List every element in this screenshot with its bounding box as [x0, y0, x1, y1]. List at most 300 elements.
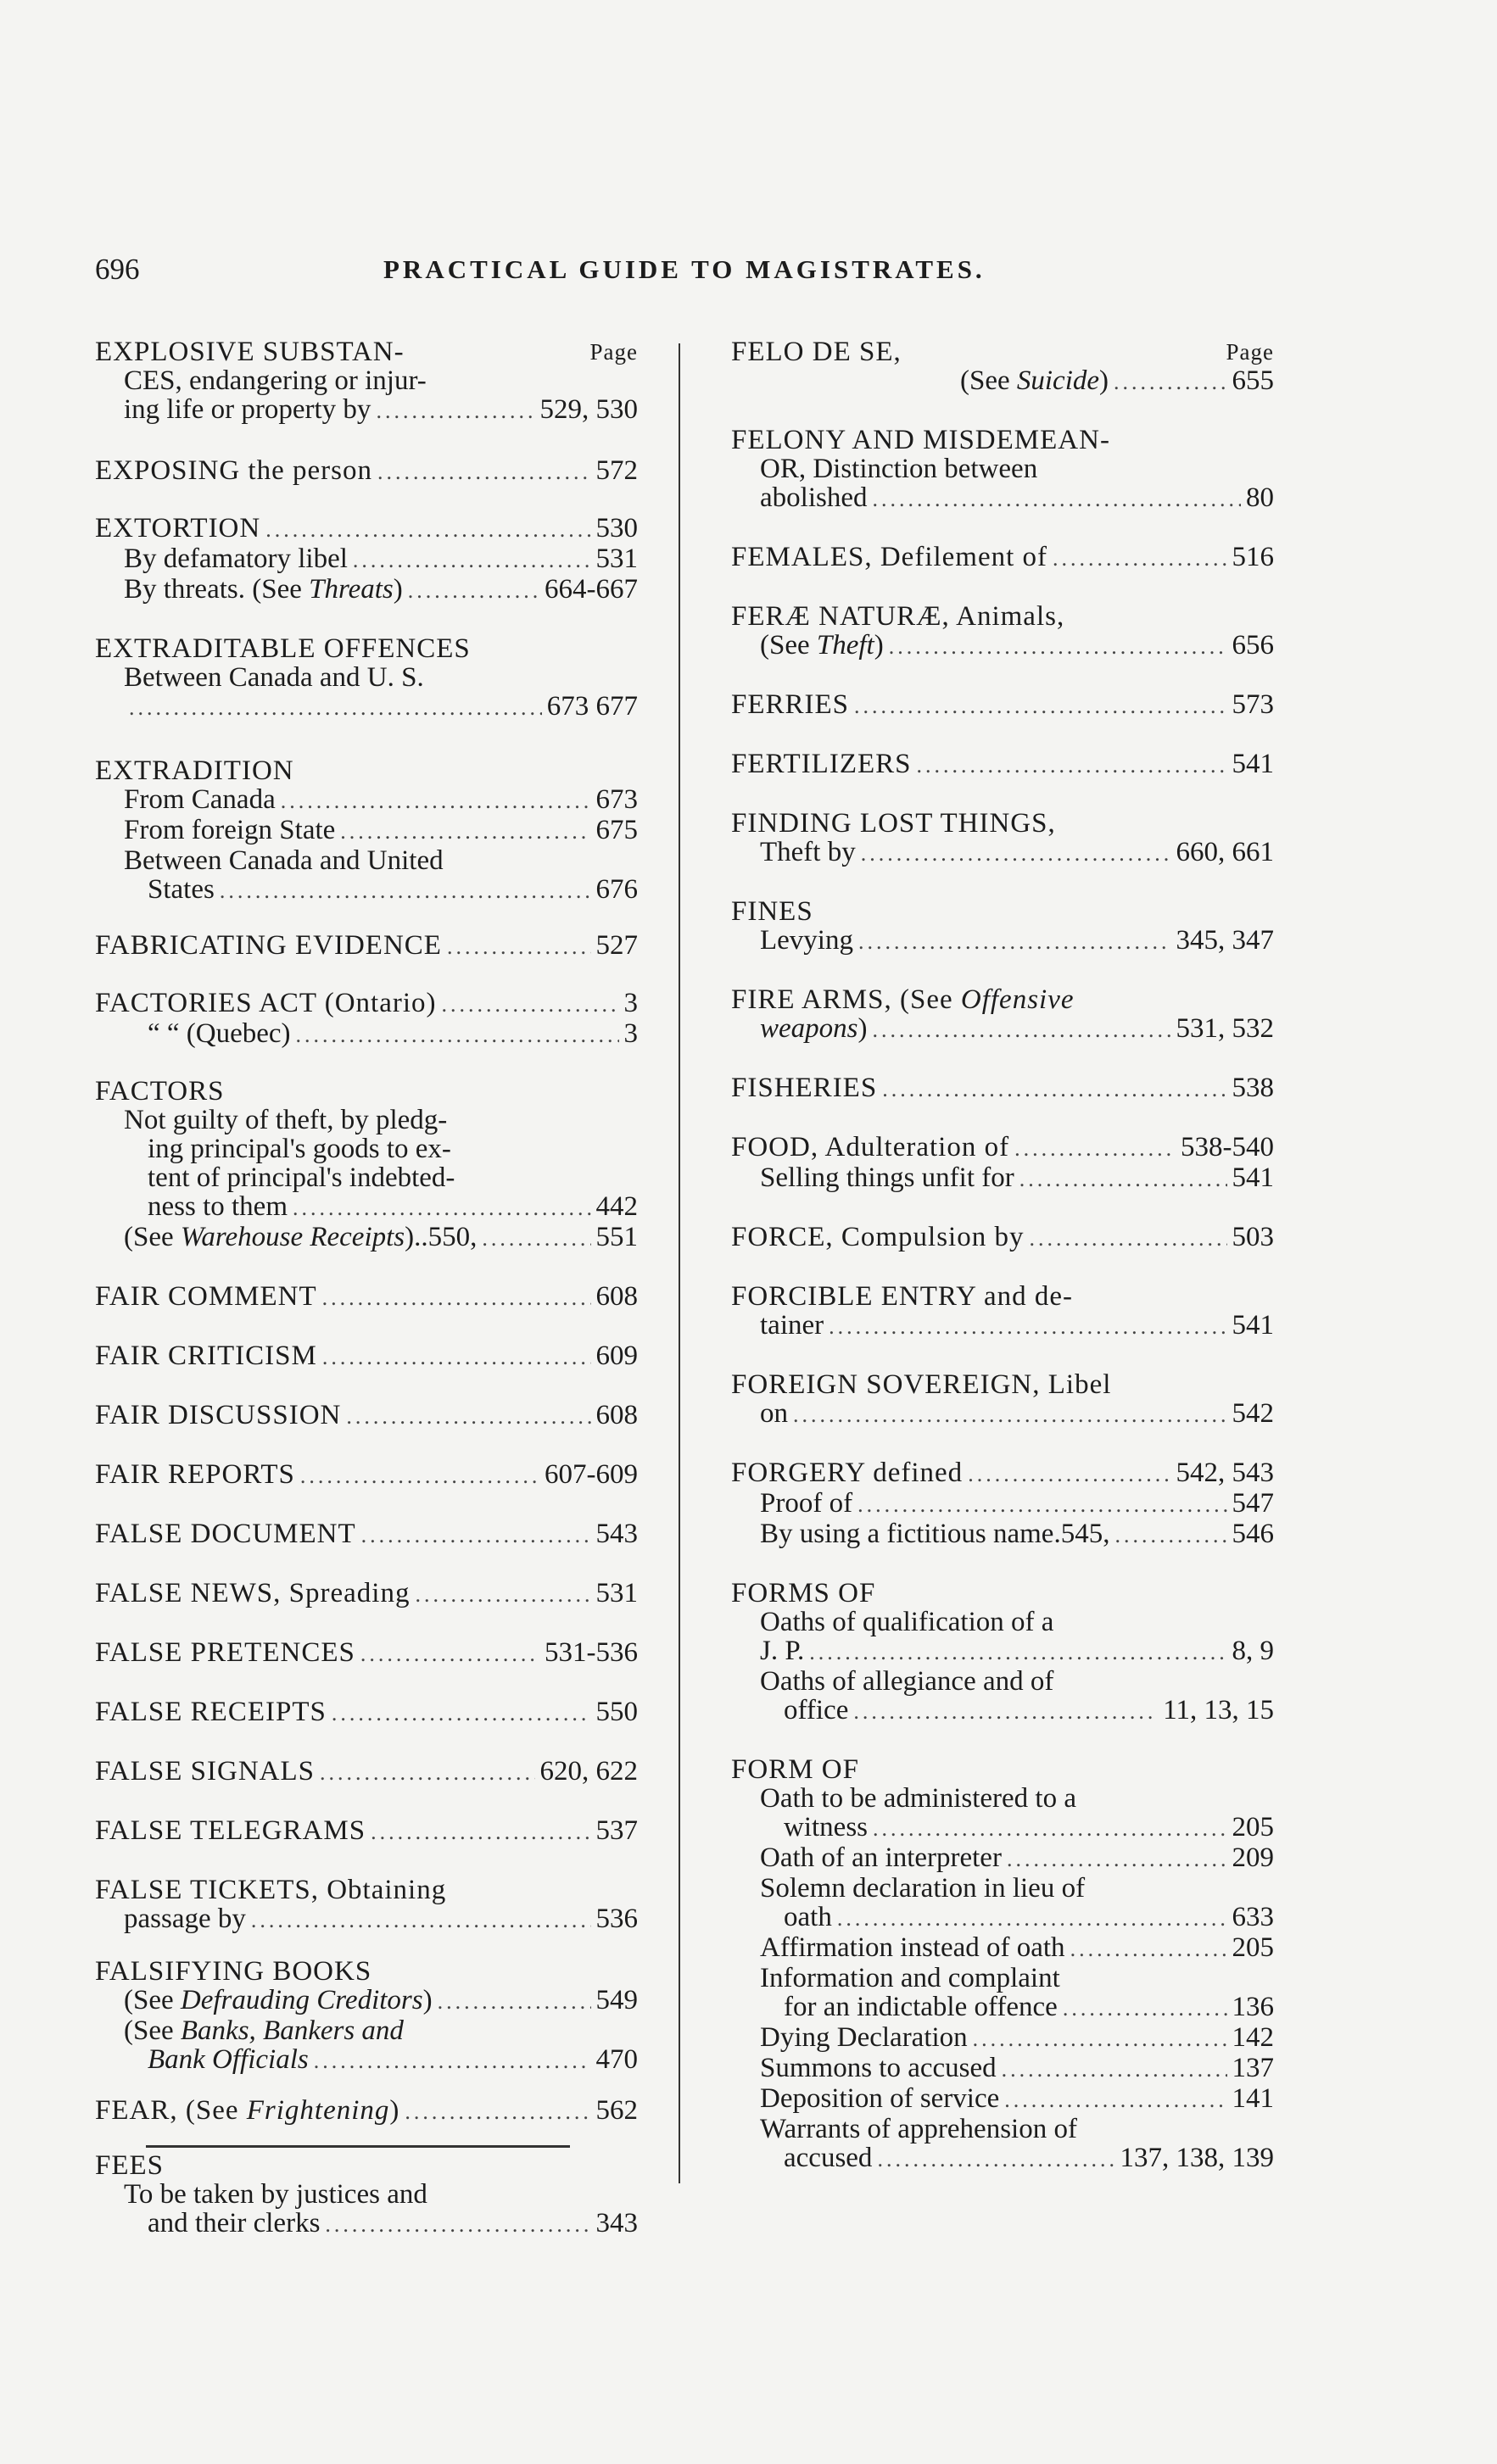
page-reference: 531 — [595, 1579, 638, 1608]
page-reference: 442 — [595, 1192, 638, 1222]
index-entry — [731, 1458, 1274, 1550]
index-line — [95, 1341, 638, 1372]
index-line — [95, 1192, 638, 1223]
page-reference: 620, 622 — [539, 1757, 638, 1787]
index-line — [731, 1755, 1274, 1784]
index-line — [731, 690, 1274, 721]
entry-term: Theft by — [760, 838, 856, 867]
entry-term: FALSE NEWS, Spreading — [95, 1579, 411, 1608]
entry-text — [124, 846, 444, 875]
entry-text — [148, 2045, 309, 2074]
leader-dots — [447, 933, 591, 962]
leader-dots — [1007, 1845, 1227, 1874]
entry-text — [95, 989, 437, 1017]
leader-dots — [296, 1021, 619, 1050]
entry-text — [95, 456, 372, 485]
page-reference: 141 — [1232, 2084, 1274, 2114]
index-entry — [731, 543, 1274, 573]
index-line — [731, 1311, 1274, 1341]
index-line — [95, 1460, 638, 1491]
index-entry — [731, 750, 1274, 780]
leader-dots — [837, 1904, 1227, 1933]
entry-text — [124, 2180, 427, 2209]
entry-term: witness — [784, 1813, 868, 1842]
entry-text — [760, 2054, 997, 2082]
index-line — [95, 692, 638, 722]
entry-cross-ref: Warehouse Receipts — [180, 1223, 405, 1252]
leader-dots — [861, 839, 1171, 868]
entry-text — [731, 602, 1064, 631]
index-line — [731, 1458, 1274, 1489]
leader-dots — [829, 1313, 1226, 1341]
index-entry — [95, 1519, 638, 1550]
index-line — [731, 1489, 1274, 1519]
entry-text — [731, 543, 1047, 571]
entry-text — [760, 1489, 852, 1518]
index-line — [95, 1638, 638, 1669]
entry-text — [95, 2096, 399, 2125]
page-reference: 531, 532 — [1176, 1014, 1274, 1044]
entry-text — [95, 1341, 317, 1370]
entry-text — [731, 1458, 963, 1487]
index-line — [731, 1163, 1274, 1194]
index-entry — [95, 2096, 638, 2127]
entry-term: accused — [784, 2143, 873, 2173]
entry-term: FORMS OF — [731, 1579, 876, 1608]
leader-dots — [1053, 544, 1226, 573]
entry-cross-ref: Defrauding Creditors — [180, 1986, 423, 2015]
entry-term: Not guilty of theft, by pledg- — [124, 1106, 448, 1134]
entry-term: tainer — [760, 1311, 824, 1341]
index-line — [95, 1579, 638, 1609]
leader-dots — [314, 2047, 591, 2076]
entry-term-tail: ) — [389, 2096, 400, 2126]
index-line — [731, 426, 1274, 454]
page-reference: 503 — [1232, 1223, 1274, 1252]
entry-text — [95, 1816, 366, 1845]
page-reference: 80 — [1246, 483, 1274, 513]
entry-term: Affirmation instead of oath — [760, 1933, 1065, 1963]
entry-term: Levying — [760, 926, 853, 956]
entry-term: By using a fictitious name.545, — [760, 1519, 1110, 1549]
entry-cross-ref: Theft — [816, 631, 874, 661]
entry-term: FALSE TICKETS, Obtaining — [95, 1876, 447, 1904]
entry-term: FELONY AND MISDEMEAN- — [731, 426, 1110, 454]
index-line — [731, 483, 1274, 514]
entry-text — [124, 1106, 447, 1134]
index-line — [95, 816, 638, 846]
index-line — [731, 337, 1274, 366]
index-column-right — [731, 337, 1274, 2174]
leader-dots — [873, 1815, 1227, 1843]
entry-cross-ref: Threats — [309, 575, 394, 605]
page-reference: 675 — [595, 816, 638, 845]
entry-text — [731, 1133, 1009, 1162]
entry-term: FACTORS — [95, 1077, 225, 1106]
running-title: PRACTICAL GUIDE TO MAGISTRATES. — [383, 254, 986, 284]
index-line — [95, 395, 638, 426]
page-reference: 530 — [595, 514, 638, 544]
page-reference: 531 — [595, 544, 638, 574]
leader-dots — [293, 1194, 591, 1223]
entry-text — [760, 1874, 1085, 1903]
index-line — [731, 1933, 1274, 1964]
entry-term: From Canada — [124, 785, 276, 815]
entry-text — [760, 1636, 804, 1665]
page-reference: 531-536 — [545, 1638, 638, 1668]
index-entry — [95, 1757, 638, 1787]
entry-text — [760, 1608, 1053, 1636]
entry-text — [95, 1077, 225, 1106]
page-column-label: Page — [1226, 339, 1274, 365]
index-line — [95, 634, 638, 663]
index-entry — [95, 514, 638, 605]
index-entry — [95, 1282, 638, 1313]
index-line — [731, 1903, 1274, 1933]
index-line — [95, 2096, 638, 2127]
entry-text — [124, 785, 276, 814]
entry-term: Summons to accused — [760, 2054, 997, 2083]
leader-dots — [872, 485, 1241, 514]
leader-dots — [129, 694, 542, 722]
entry-term: Proof of — [760, 1489, 853, 1519]
entry-text — [960, 366, 1109, 395]
index-entry — [731, 1133, 1274, 1194]
entry-text — [148, 1134, 451, 1163]
entry-term: FERRIES — [731, 690, 850, 720]
entry-term: “ “ (Quebec) — [148, 1019, 291, 1049]
index-line — [95, 785, 638, 816]
leader-dots — [265, 516, 590, 544]
page-number: 696 — [95, 253, 140, 286]
entry-term: (See — [960, 366, 1017, 396]
page-column-label: Page — [589, 339, 638, 365]
index-line — [95, 514, 638, 544]
entry-text — [148, 1163, 455, 1192]
entry-term: FEMALES, Defilement of — [731, 543, 1048, 572]
entry-text — [148, 1019, 291, 1048]
entry-term: FORM OF — [731, 1755, 859, 1784]
page-reference: 536 — [595, 1904, 638, 1934]
entry-text — [124, 1223, 477, 1252]
page-reference: 470 — [595, 2045, 638, 2075]
index-entry — [95, 931, 638, 962]
leader-dots — [376, 397, 534, 426]
page-reference: 142 — [1232, 2023, 1274, 2053]
entry-text — [124, 663, 424, 692]
leader-dots — [346, 1402, 590, 1431]
index-line — [95, 1282, 638, 1313]
index-line — [95, 1223, 638, 1253]
page-reference: 572 — [595, 456, 638, 486]
entry-term: FISHERIES — [731, 1073, 878, 1103]
entry-term: Oaths of allegiance and of — [760, 1667, 1054, 1696]
index-entry — [731, 1755, 1274, 2174]
index-entry — [95, 1876, 638, 1935]
entry-text — [731, 1073, 877, 1102]
entry-term: FABRICATING EVIDENCE — [95, 931, 442, 961]
index-line — [731, 602, 1274, 631]
entry-term: FERÆ NATURÆ, Animals, — [731, 602, 1065, 631]
leader-dots — [300, 1462, 539, 1491]
entry-text — [760, 2023, 968, 2052]
leader-dots — [968, 1460, 1170, 1489]
index-line — [731, 1133, 1274, 1163]
index-entry — [95, 1957, 638, 2076]
entry-term: (See — [124, 2016, 181, 2045]
index-entry — [731, 1370, 1274, 1430]
leader-dots — [442, 990, 619, 1019]
entry-text — [760, 2115, 1077, 2143]
page-reference: 664-667 — [545, 575, 638, 605]
entry-text — [731, 985, 1075, 1014]
page-reference: 3 — [623, 989, 638, 1018]
entry-term: oath — [784, 1903, 832, 1932]
entry-term: Oaths of qualification of a — [760, 1608, 1054, 1636]
entry-text — [95, 1519, 356, 1548]
index-line — [731, 2143, 1274, 2174]
leader-dots — [320, 1759, 534, 1787]
entry-text — [760, 926, 853, 955]
entry-text — [124, 816, 335, 845]
entry-term-tail: )..550, — [405, 1223, 478, 1252]
index-entry — [731, 337, 1274, 397]
index-line — [95, 2180, 638, 2209]
entry-text — [124, 395, 371, 424]
leader-dots — [1002, 2055, 1227, 2084]
index-line — [95, 846, 638, 875]
entry-term: By defamatory libel — [124, 544, 348, 574]
index-line — [95, 575, 638, 605]
entry-text — [760, 1163, 1014, 1192]
entry-text — [760, 1519, 1109, 1548]
leader-dots — [220, 877, 591, 906]
index-line — [95, 2209, 638, 2239]
entry-text — [95, 756, 294, 785]
entry-text — [95, 1401, 341, 1430]
leader-dots — [1004, 2086, 1226, 2115]
entry-term: abolished — [760, 483, 868, 513]
leader-dots — [360, 1640, 539, 1669]
index-line — [731, 1399, 1274, 1430]
index-line — [731, 1636, 1274, 1667]
entry-term: EXTRADITABLE OFFENCES — [95, 634, 471, 663]
entry-term: EXTORTION — [95, 514, 261, 544]
entry-term: (See — [124, 1986, 181, 2015]
entry-term: (See — [760, 631, 817, 661]
entry-text — [124, 366, 427, 395]
index-line — [731, 1667, 1274, 1696]
page-reference: 343 — [595, 2209, 638, 2238]
leader-dots — [251, 1906, 591, 1935]
page-reference: 345, 347 — [1176, 926, 1274, 956]
page-reference: 673 — [595, 785, 638, 815]
column-divider — [679, 343, 680, 2183]
index-line — [95, 1957, 638, 1986]
entry-term: EXPLOSIVE SUBSTAN- — [95, 337, 405, 366]
index-line — [95, 456, 638, 487]
leader-dots — [322, 1284, 591, 1313]
index-line — [731, 809, 1274, 838]
entry-text — [760, 1784, 1076, 1813]
entry-text — [148, 1192, 288, 1221]
leader-dots — [1029, 1224, 1226, 1253]
index-line — [95, 2151, 638, 2180]
entry-cross-ref: Bank Officials — [148, 2045, 309, 2075]
entry-term: FALSE SIGNALS — [95, 1757, 316, 1787]
leader-dots — [1070, 1935, 1227, 1964]
leader-dots — [917, 751, 1227, 780]
entry-text — [148, 875, 215, 904]
index-line — [731, 2115, 1274, 2143]
entry-text — [760, 631, 884, 660]
entry-text — [784, 2143, 872, 2172]
page-reference: 608 — [595, 1282, 638, 1312]
index-line — [95, 1163, 638, 1192]
page-reference: 541 — [1232, 1163, 1274, 1193]
entry-term: From foreign State — [124, 816, 336, 845]
page-reference: 549 — [595, 1986, 638, 2015]
index-line — [731, 543, 1274, 573]
index-line — [731, 1784, 1274, 1813]
entry-text — [124, 2016, 404, 2045]
entry-term: FEAR, (See — [95, 2096, 247, 2126]
leader-dots — [371, 1818, 590, 1847]
index-entry — [731, 1282, 1274, 1341]
page-reference: 656 — [1232, 631, 1274, 661]
index-entry — [95, 1077, 638, 1253]
index-line — [731, 1608, 1274, 1636]
index-entry — [95, 1401, 638, 1431]
index-line — [731, 1519, 1274, 1550]
entry-term: ing principal's goods to ex- — [148, 1134, 451, 1163]
index-entry — [731, 985, 1274, 1045]
page-reference: 205 — [1232, 1933, 1274, 1963]
entry-term: FOREIGN SOVEREIGN, Libel — [731, 1370, 1112, 1399]
page-reference: 547 — [1232, 1489, 1274, 1519]
entry-term: on — [760, 1399, 788, 1429]
entry-text — [124, 1986, 433, 2015]
index-entry — [95, 1341, 638, 1372]
entry-text — [95, 1460, 295, 1489]
page-reference: 541 — [1232, 1311, 1274, 1341]
index-entry — [95, 1579, 638, 1609]
entry-term: FINDING LOST THINGS, — [731, 809, 1056, 838]
index-line — [731, 631, 1274, 661]
entry-text — [95, 1638, 355, 1667]
entry-text — [148, 2209, 320, 2238]
index-line — [95, 1904, 638, 1935]
entry-term: FALSE PRETENCES — [95, 1638, 355, 1668]
index-line — [95, 1401, 638, 1431]
entry-term: EXPOSING the person — [95, 456, 372, 486]
entry-text — [731, 1579, 875, 1608]
entry-text — [95, 1876, 446, 1904]
index-line — [731, 2054, 1274, 2084]
entry-term: FALSE DOCUMENT — [95, 1519, 356, 1549]
entry-text — [95, 1957, 371, 1986]
index-line — [731, 1993, 1274, 2023]
index-line — [95, 1697, 638, 1728]
entry-term: FORCIBLE ENTRY and de- — [731, 1282, 1073, 1311]
index-entry — [731, 690, 1274, 721]
entry-term: passage by — [124, 1904, 246, 1934]
index-line — [731, 1696, 1274, 1726]
entry-term: FAIR CRITICISM — [95, 1341, 317, 1371]
page-reference: 546 — [1232, 1519, 1274, 1549]
entry-term: and their clerks — [148, 2209, 321, 2238]
index-line — [95, 2016, 638, 2045]
index-line — [95, 1876, 638, 1904]
entry-term: office — [784, 1696, 849, 1725]
leader-dots — [377, 458, 591, 487]
entry-text — [95, 337, 405, 366]
leader-dots — [408, 577, 539, 605]
entry-term: OR, Distinction between — [760, 454, 1038, 483]
index-line — [731, 897, 1274, 926]
entry-term-tail: ) — [422, 1986, 433, 2015]
entry-text — [731, 337, 902, 366]
index-line — [95, 663, 638, 692]
entry-term: FALSE TELEGRAMS — [95, 1816, 366, 1846]
index-line — [95, 1757, 638, 1787]
index-line — [731, 366, 1274, 397]
index-line — [95, 1019, 638, 1050]
entry-text — [95, 1579, 410, 1608]
index-line — [731, 838, 1274, 868]
index-line — [95, 366, 638, 395]
entry-term: CES, endangering or injur- — [124, 366, 427, 395]
entry-text — [731, 750, 912, 778]
page-reference: 541 — [1232, 750, 1274, 779]
page-reference: 529, 530 — [539, 395, 638, 425]
entry-text — [95, 634, 471, 663]
entry-term-tail: ) — [393, 575, 403, 605]
entry-text — [95, 931, 442, 960]
entry-text — [760, 1399, 788, 1428]
index-column-left — [95, 337, 638, 2239]
leader-dots — [281, 787, 591, 816]
page-reference: 136 — [1232, 1993, 1274, 2022]
page-reference: 655 — [1232, 366, 1274, 396]
entry-text — [731, 1282, 1073, 1311]
leader-dots — [857, 1491, 1226, 1519]
entry-text — [760, 1014, 868, 1043]
index-line — [731, 1813, 1274, 1843]
leader-dots — [405, 2098, 590, 2127]
entry-rule — [146, 2145, 570, 2148]
entry-text — [731, 897, 813, 926]
page-reference: 543 — [595, 1519, 638, 1549]
entry-term: FORCE, Compulsion by — [731, 1223, 1025, 1252]
page-reference: 633 — [1232, 1903, 1274, 1932]
index-entry — [731, 426, 1274, 514]
index-line — [731, 1073, 1274, 1104]
index-line — [731, 750, 1274, 780]
index-line — [95, 544, 638, 575]
entry-term: tent of principal's indebted- — [148, 1163, 455, 1192]
entry-term: ing life or property by — [124, 395, 371, 425]
entry-term: Oath to be administered to a — [760, 1784, 1076, 1813]
entry-text — [731, 809, 1056, 838]
index-entry — [95, 337, 638, 426]
leader-dots — [332, 1699, 591, 1728]
index-entry — [95, 456, 638, 487]
entry-text — [731, 1755, 859, 1784]
entry-term: Between Canada and U. S. — [124, 663, 424, 692]
index-entry — [95, 1697, 638, 1728]
leader-dots — [877, 2145, 1114, 2174]
